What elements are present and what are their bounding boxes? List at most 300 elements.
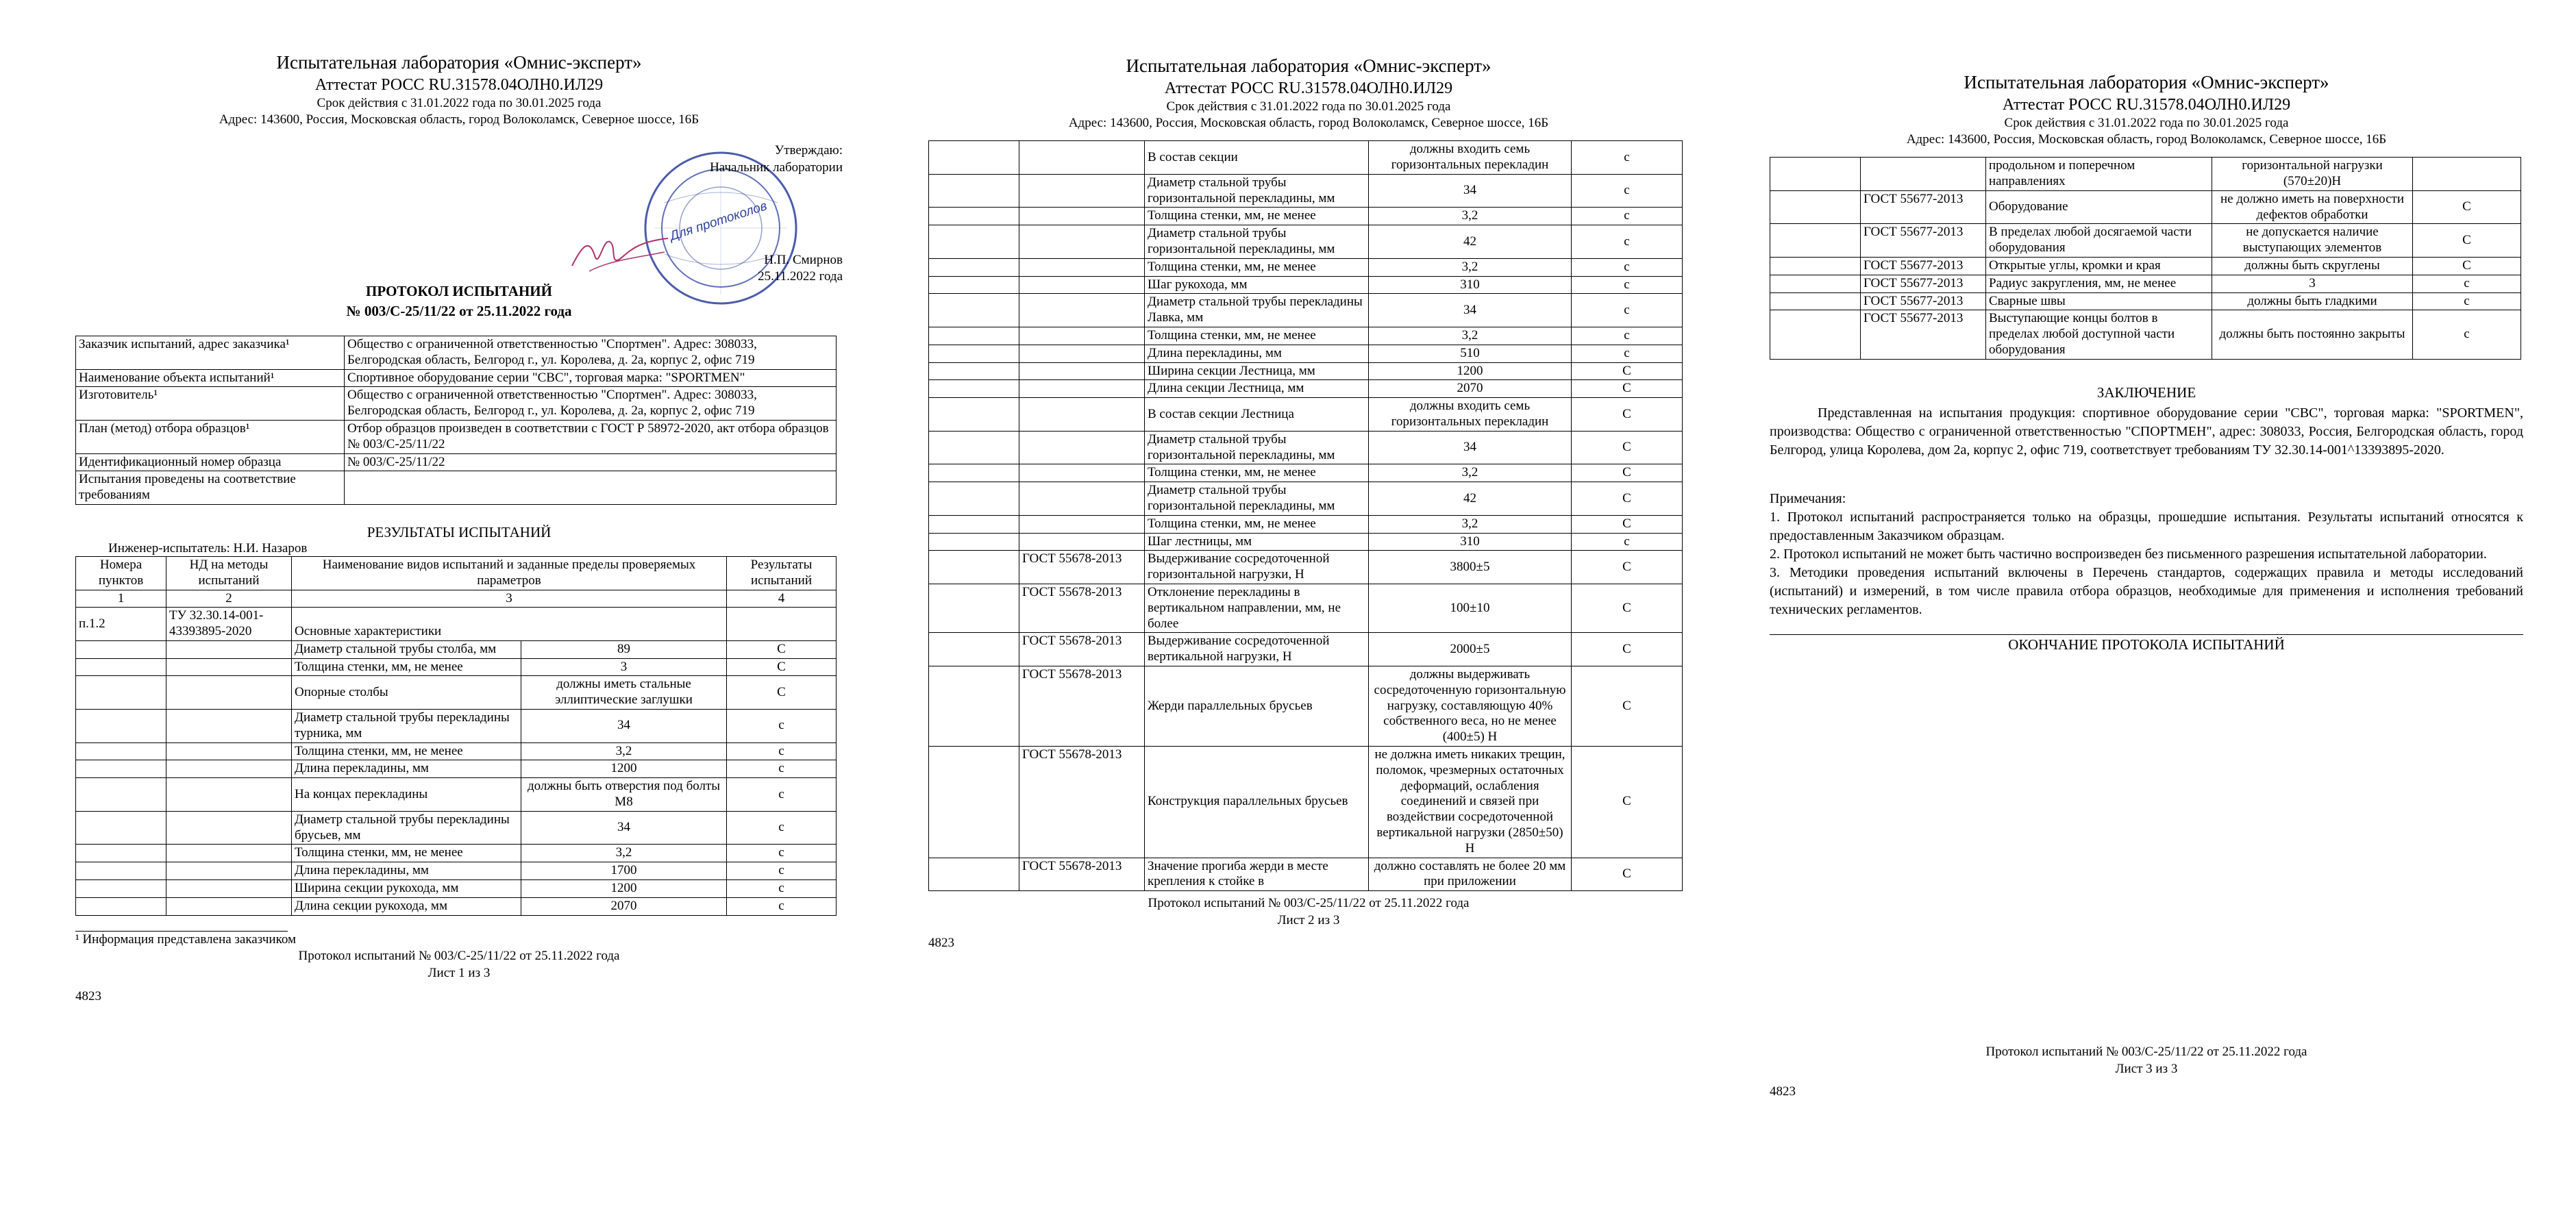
name-cell: Диаметр стальной трубы горизонтальной перекладины, мм (1145, 482, 1369, 516)
table-row (929, 327, 1683, 345)
table-row (929, 380, 1683, 398)
info-row (76, 369, 837, 387)
method-cell: ГОСТ 55677-2013 (1861, 292, 1986, 310)
name-cell: На концах перекладины (292, 778, 521, 812)
point-cell (929, 327, 1019, 345)
table-row (929, 258, 1683, 276)
name-cell: Диаметр стальной трубы столба, мм (292, 640, 521, 658)
method-cell (166, 760, 292, 778)
name-cell: Длина перекладины, мм (1145, 345, 1369, 362)
limit-cell: должны быть отверстия под болты М8 (521, 778, 727, 812)
method-cell (1019, 431, 1145, 464)
point-cell (76, 658, 166, 676)
point-cell (76, 676, 166, 710)
result-cell: С (1572, 380, 1683, 398)
method-cell: ГОСТ 55678-2013 (1019, 633, 1145, 666)
result-cell: с (2413, 275, 2521, 292)
info-row (76, 420, 837, 453)
result-cell: С (1572, 431, 1683, 464)
result-cell: с (727, 742, 837, 760)
point-cell (76, 845, 166, 862)
table-row (929, 633, 1683, 666)
col-header-points: Номера пунктов (76, 556, 166, 590)
name-cell: Опорные столбы (292, 676, 521, 710)
point-cell (929, 225, 1019, 259)
results-colnum-row (76, 590, 837, 608)
limit-cell: должны выдерживать сосредоточенную горизонтальную нагрузку, составляющую 40% собственного веса, но не менее (400±5) Н (1369, 666, 1572, 746)
info-label: План (метод) отбора образцов¹ (76, 420, 345, 453)
result-cell: с (2413, 292, 2521, 310)
point-cell (929, 858, 1019, 891)
point-cell (929, 276, 1019, 294)
info-value: Общество с ограниченной ответственностью "Спортмен". Адрес: 308033, Белгородская область, Белгород г., ул. Королева, д. 2а, корпус 2, офис 719 (345, 336, 837, 369)
validity: Срок действия с 31.01.2022 года по 30.01.2025 года (2004, 115, 2289, 130)
name-cell: Оборудование (1986, 190, 2212, 224)
table-row (929, 398, 1683, 432)
method-cell (166, 640, 292, 658)
method-cell (1019, 398, 1145, 432)
approve-line-2: Начальник лаборатории (710, 160, 843, 175)
table-row (1770, 158, 2521, 191)
table-row (1770, 310, 2521, 359)
result-cell: с (727, 880, 837, 898)
end-divider (1770, 634, 2523, 635)
info-value: Спортивное оборудование серии "СВС", торговая марка: "SPORTMEN" (345, 369, 837, 387)
result-cell: с (1572, 208, 1683, 225)
point-cell (929, 141, 1019, 175)
point-cell (929, 362, 1019, 380)
point-cell: п.1.2 (76, 608, 166, 641)
limit-cell: не должно иметь на поверхности дефектов обработки (2212, 190, 2413, 224)
result-cell: с (727, 811, 837, 845)
limit-cell: 2000±5 (1369, 633, 1572, 666)
page-2 (928, 0, 1689, 1211)
table-row (1770, 275, 2521, 292)
method-cell (1019, 294, 1145, 327)
info-table (75, 336, 837, 505)
end-text: ОКОНЧАНИЕ ПРОТОКОЛА ИСПЫТАНИЙ (2008, 636, 2285, 653)
method-cell (1019, 362, 1145, 380)
point-cell (929, 431, 1019, 464)
conclusion-text: Представленная на испытания продукция: спортивное оборудование серии "СВС", торговая марка: "SPORTMEN", производства: Общество с ограниченной ответственностью "СПОРТМЕН", адрес: 308033, Россия, Белгородская область, город Белгород, улица Королева, дом 2а, корпус 2, офис 719, соответствует требованиям ТУ 32.30.14-001^13393895-2020. (1770, 405, 2523, 458)
name-cell: Толщина стенки, мм, не менее (1145, 208, 1369, 225)
result-cell: С (1572, 398, 1683, 432)
limit-cell: 100±10 (1369, 584, 1572, 632)
method-cell: ГОСТ 55677-2013 (1861, 275, 1986, 292)
limit-cell: 42 (1369, 482, 1572, 516)
result-cell: с (1572, 141, 1683, 175)
protocol-number: № 003/С-25/11/22 от 25.11.2022 года (346, 302, 572, 319)
table-row (929, 174, 1683, 208)
page-code: 4823 (75, 988, 101, 1003)
table-row (929, 515, 1683, 533)
point-cell (929, 464, 1019, 482)
limit-cell: 3,2 (1369, 464, 1572, 482)
result-cell: с (727, 862, 837, 880)
page-code: 4823 (1770, 1084, 1796, 1099)
method-cell (166, 897, 292, 915)
results-header-row (76, 556, 837, 590)
method-cell: ГОСТ 55677-2013 (1861, 310, 1986, 359)
limit-cell: 3,2 (1369, 258, 1572, 276)
info-row (76, 453, 837, 471)
result-cell: с (1572, 533, 1683, 551)
validity: Срок действия с 31.01.2022 года по 30.01.2025 года (1166, 99, 1451, 114)
notes-title: Примечания: (1770, 490, 1846, 506)
name-cell: Толщина стенки, мм, не менее (292, 845, 521, 862)
table-row (76, 676, 837, 710)
footer-protocol: Протокол испытаний № 003/С-25/11/22 от 25.11.2022 года (1148, 896, 1470, 911)
method-cell: ТУ 32.30.14-001-43393895-2020 (166, 608, 292, 641)
col-header-method: НД на методы испытаний (166, 556, 292, 590)
info-row (76, 387, 837, 421)
footer-sheet: Лист 2 из 3 (1277, 912, 1340, 927)
method-cell (166, 710, 292, 743)
signature-icon (569, 218, 671, 276)
method-cell (1019, 208, 1145, 225)
limit-cell: 1700 (521, 862, 727, 880)
method-cell (1019, 533, 1145, 551)
engineer: Инженер-испытатель: Н.И. Назаров (108, 540, 308, 555)
table-row (76, 811, 837, 845)
info-label: Заказчик испытаний, адрес заказчика¹ (76, 336, 345, 369)
name-cell: Толщина стенки, мм, не менее (292, 742, 521, 760)
footer-protocol: Протокол испытаний № 003/С-25/11/22 от 25.11.2022 года (298, 949, 620, 964)
limit-cell: должны быть скруглены (2212, 258, 2413, 275)
table-row (76, 608, 837, 641)
method-cell: ГОСТ 55677-2013 (1861, 258, 1986, 275)
method-cell (1019, 225, 1145, 259)
col-num: 1 (76, 590, 166, 608)
table-row (929, 276, 1683, 294)
approve-line-4: 25.11.2022 года (758, 269, 843, 284)
result-cell: С (1572, 482, 1683, 516)
name-cell: Диаметр стальной трубы горизонтальной перекладины, мм (1145, 225, 1369, 259)
point-cell (929, 294, 1019, 327)
method-cell: ГОСТ 55678-2013 (1019, 746, 1145, 858)
limit-cell: должны иметь стальные эллиптические заглушки (521, 676, 727, 710)
results-table-continued (928, 140, 1683, 891)
result-cell: С (2413, 190, 2521, 224)
table-row (1770, 224, 2521, 258)
result-cell: С (1572, 515, 1683, 533)
table-row (929, 345, 1683, 362)
table-row (76, 742, 837, 760)
point-cell (929, 584, 1019, 632)
name-cell: Толщина стенки, мм, не менее (292, 658, 521, 676)
footer-sheet: Лист 1 из 3 (428, 966, 491, 981)
name-cell: Длина секции Лестница, мм (1145, 380, 1369, 398)
table-row (76, 778, 837, 812)
table-row (929, 294, 1683, 327)
method-cell (1019, 464, 1145, 482)
name-cell: Диаметр стальной трубы перекладины брусьев, мм (292, 811, 521, 845)
name-cell: Жерди параллельных брусьев (1145, 666, 1369, 746)
limit-cell: 310 (1369, 276, 1572, 294)
name-cell: В состав секции Лестница (1145, 398, 1369, 432)
limit-cell: должно составлять не более 20 мм при приложении (1369, 858, 1572, 891)
limit-cell: должны входить семь горизонтальных перекладин (1369, 141, 1572, 175)
approval-block (75, 142, 843, 284)
lab-address: Адрес: 143600, Россия, Московская область, город Волоколамск, Северное шоссе, 16Б (1068, 115, 1549, 130)
name-cell: продольном и поперечном направлениях (1986, 158, 2212, 191)
limit-cell: горизонтальной нагрузки (570±20)Н (2212, 158, 2413, 191)
table-row (929, 666, 1683, 746)
limit-cell: 3 (2212, 275, 2413, 292)
name-cell: Радиус закругления, мм, не менее (1986, 275, 2212, 292)
lab-header (75, 51, 843, 127)
page-3 (1770, 0, 2523, 1211)
result-cell: С (1572, 362, 1683, 380)
point-cell (929, 533, 1019, 551)
limit-cell: 34 (1369, 431, 1572, 464)
approval-text (710, 142, 843, 286)
lab-address: Адрес: 143600, Россия, Московская область, город Волоколамск, Северное шоссе, 16Б (219, 112, 699, 127)
point-cell (1770, 158, 1861, 191)
lab-name: Испытательная лаборатория «Омнис-эксперт» (276, 52, 642, 73)
name-cell: Толщина стенки, мм, не менее (1145, 327, 1369, 345)
lab-header (928, 55, 1689, 131)
limit-cell: 1200 (521, 760, 727, 778)
table-row (76, 658, 837, 676)
info-label: Идентификационный номер образца (76, 453, 345, 471)
limit-cell: 3,2 (521, 845, 727, 862)
point-cell (76, 710, 166, 743)
table-row (76, 897, 837, 915)
approve-line-1: Утверждаю: (774, 143, 843, 158)
name-cell: Шаг рукохода, мм (1145, 276, 1369, 294)
method-cell (166, 811, 292, 845)
table-row (76, 845, 837, 862)
name-cell: Значение прогиба жерди в месте крепления к стойке в (1145, 858, 1369, 891)
name-cell: Ширина секции Лестница, мм (1145, 362, 1369, 380)
results-table (75, 556, 837, 916)
name-cell: Открытые углы, кромки и края (1986, 258, 2212, 275)
limit-cell: 3,2 (1369, 327, 1572, 345)
method-cell (1019, 174, 1145, 208)
name-cell: Выдерживание сосредоточенной горизонтальной нагрузки, Н (1145, 551, 1369, 584)
result-cell: с (1572, 258, 1683, 276)
name-cell: Выступающие концы болтов в пределах любой доступной части оборудования (1986, 310, 2212, 359)
point-cell (929, 380, 1019, 398)
result-cell: с (1572, 225, 1683, 259)
table-row (929, 584, 1683, 632)
name-cell: Конструкция параллельных брусьев (1145, 746, 1369, 858)
table-row (929, 225, 1683, 259)
point-cell (76, 862, 166, 880)
attestat: Аттестат РОСС RU.31578.04ОЛН0.ИЛ29 (314, 75, 604, 94)
name-cell: Длина перекладины, мм (292, 760, 521, 778)
method-cell (166, 658, 292, 676)
point-cell (929, 174, 1019, 208)
table-row (76, 862, 837, 880)
info-row (76, 471, 837, 505)
method-cell: ГОСТ 55677-2013 (1861, 190, 1986, 224)
name-cell: Сварные швы (1986, 292, 2212, 310)
info-label: Изготовитель¹ (76, 387, 345, 421)
result-cell: с (727, 845, 837, 862)
method-cell: ГОСТ 55678-2013 (1019, 666, 1145, 746)
approve-line-3: Н.П. Смирнов (764, 252, 843, 267)
validity: Срок действия с 31.01.2022 года по 30.01.2025 года (317, 95, 602, 110)
point-cell (76, 760, 166, 778)
limit-cell: 3,2 (1369, 208, 1572, 225)
method-cell (166, 778, 292, 812)
results-title: РЕЗУЛЬТАТЫ ИСПЫТАНИЙ (367, 523, 552, 540)
footnote: ¹ Информация представлена заказчиком (75, 932, 297, 947)
col-num: 3 (292, 590, 727, 608)
footer-protocol: Протокол испытаний № 003/С-25/11/22 от 25.11.2022 года (1985, 1044, 2307, 1059)
method-cell (1861, 158, 1986, 191)
result-cell: С (727, 640, 837, 658)
name-cell: Отклонение перекладины в вертикальном направлении, мм, не более (1145, 584, 1369, 632)
method-cell: ГОСТ 55677-2013 (1861, 224, 1986, 258)
name-cell: Диаметр стальной трубы горизонтальной перекладины, мм (1145, 431, 1369, 464)
point-cell (76, 742, 166, 760)
method-cell: ГОСТ 55678-2013 (1019, 584, 1145, 632)
result-cell: с (1572, 345, 1683, 362)
notes-block (1770, 490, 2523, 619)
name-cell: В состав секции (1145, 141, 1369, 175)
point-cell (929, 633, 1019, 666)
result-cell: С (727, 658, 837, 676)
point-cell (1770, 275, 1861, 292)
limit-cell: 2070 (1369, 380, 1572, 398)
result-cell: С (1572, 464, 1683, 482)
point-cell (1770, 190, 1861, 224)
limit-cell: 42 (1369, 225, 1572, 259)
page-code: 4823 (928, 936, 954, 951)
result-cell: С (1572, 551, 1683, 584)
limit-cell: 34 (521, 710, 727, 743)
lab-address: Адрес: 143600, Россия, Московская область, город Волоколамск, Северное шоссе, 16Б (1906, 132, 2387, 147)
col-num: 2 (166, 590, 292, 608)
point-cell (1770, 292, 1861, 310)
name-cell: Выдерживание сосредоточенной вертикальной нагрузки, Н (1145, 633, 1369, 666)
name-cell: Основные характеристики (292, 608, 727, 641)
result-cell: С (1572, 858, 1683, 891)
limit-cell: должны быть гладкими (2212, 292, 2413, 310)
name-cell: Длина секции рукохода, мм (292, 897, 521, 915)
limit-cell: 3,2 (521, 742, 727, 760)
col-header-name: Наименование видов испытаний и заданные пределы проверяемых параметров (292, 556, 727, 590)
method-cell: ГОСТ 55678-2013 (1019, 858, 1145, 891)
method-cell (1019, 327, 1145, 345)
name-cell: Диаметр стальной трубы перекладины Лавка, мм (1145, 294, 1369, 327)
result-cell: с (727, 710, 837, 743)
point-cell (1770, 310, 1861, 359)
limit-cell: не допускается наличие выступающих элементов (2212, 224, 2413, 258)
method-cell: ГОСТ 55678-2013 (1019, 551, 1145, 584)
point-cell (929, 482, 1019, 516)
method-cell (166, 676, 292, 710)
lab-name: Испытательная лаборатория «Омнис-эксперт» (1964, 72, 2329, 92)
point-cell (929, 208, 1019, 225)
point-cell (929, 398, 1019, 432)
table-row (76, 640, 837, 658)
limit-cell: 510 (1369, 345, 1572, 362)
info-row (76, 336, 837, 369)
point-cell (929, 515, 1019, 533)
note-item: 2. Протокол испытаний не может быть частично воспроизведен без письменного разрешения испытательной лаборатории. (1770, 546, 2487, 562)
method-cell (166, 845, 292, 862)
attestat: Аттестат РОСС RU.31578.04ОЛН0.ИЛ29 (1164, 79, 1453, 97)
result-cell: с (1572, 327, 1683, 345)
result-cell: С (1572, 633, 1683, 666)
result-cell: с (727, 897, 837, 915)
result-cell (727, 608, 837, 641)
result-cell: С (1572, 584, 1683, 632)
info-value (345, 471, 837, 505)
note-item: 1. Протокол испытаний распространяется только на образцы, прошедшие испытания. Результаты испытаний относятся к предоставленным Заказчиком образцам. (1770, 509, 2523, 543)
name-cell: Толщина стенки, мм, не менее (1145, 258, 1369, 276)
page-1 (75, 0, 843, 1211)
method-cell (1019, 258, 1145, 276)
table-row (1770, 190, 2521, 224)
table-row (929, 858, 1683, 891)
result-cell: С (727, 676, 837, 710)
name-cell: Диаметр стальной трубы перекладины турника, мм (292, 710, 521, 743)
info-value: Общество с ограниченной ответственностью "Спортмен". Адрес: 308033, Белгородская область, Белгород г., ул. Королева, д. 2а, корпус 2, офис 719 (345, 387, 837, 421)
footer-sheet: Лист 3 из 3 (2115, 1061, 2178, 1076)
table-row (929, 362, 1683, 380)
table-row (1770, 292, 2521, 310)
info-label: Испытания проведены на соответствие требованиям (76, 471, 345, 505)
attestat: Аттестат РОСС RU.31578.04ОЛН0.ИЛ29 (2002, 95, 2291, 114)
table-row (929, 464, 1683, 482)
method-cell (166, 742, 292, 760)
table-row (929, 141, 1683, 175)
point-cell (929, 746, 1019, 858)
name-cell: Длина перекладины, мм (292, 862, 521, 880)
method-cell (1019, 380, 1145, 398)
point-cell (929, 345, 1019, 362)
conclusion-title: ЗАКЛЮЧЕНИЕ (2096, 384, 2196, 401)
point-cell (76, 811, 166, 845)
table-row (929, 551, 1683, 584)
limit-cell: 34 (1369, 174, 1572, 208)
name-cell: Диаметр стальной трубы горизонтальной перекладины, мм (1145, 174, 1369, 208)
point-cell (76, 880, 166, 898)
stamp-text: Для протоколов (668, 199, 769, 245)
point-cell (929, 551, 1019, 584)
result-cell: с (1572, 294, 1683, 327)
col-num: 4 (727, 590, 837, 608)
info-label: Наименование объекта испытаний¹ (76, 369, 345, 387)
method-cell (1019, 515, 1145, 533)
result-cell: с (1572, 276, 1683, 294)
result-cell: С (2413, 258, 2521, 275)
note-item: 3. Методики проведения испытаний включены в Перечень стандартов, содержащих правила и методы исследований (испытаний) и измерений, в том числе правила отбора образцов, необходимые для применения и исполнения требований технических регламентов. (1770, 564, 2523, 617)
method-cell (1019, 345, 1145, 362)
table-row (929, 482, 1683, 516)
col-header-result: Результаты испытаний (727, 556, 837, 590)
info-value: № 003/С-25/11/22 (345, 453, 837, 471)
protocol-title: ПРОТОКОЛ ИСПЫТАНИЙ (366, 283, 552, 300)
table-row (929, 208, 1683, 225)
method-cell (166, 862, 292, 880)
info-value: Отбор образцов произведен в соответствии с ГОСТ Р 58972-2020, акт отбора образцов № 003/С-25/11/22 (345, 420, 837, 453)
result-cell: С (1572, 666, 1683, 746)
limit-cell: 34 (1369, 294, 1572, 327)
point-cell (929, 666, 1019, 746)
lab-header (1770, 71, 2523, 147)
limit-cell: 34 (521, 811, 727, 845)
limit-cell: должны быть постоянно закрыты (2212, 310, 2413, 359)
limit-cell: 89 (521, 640, 727, 658)
point-cell (1770, 224, 1861, 258)
limit-cell: 1200 (521, 880, 727, 898)
